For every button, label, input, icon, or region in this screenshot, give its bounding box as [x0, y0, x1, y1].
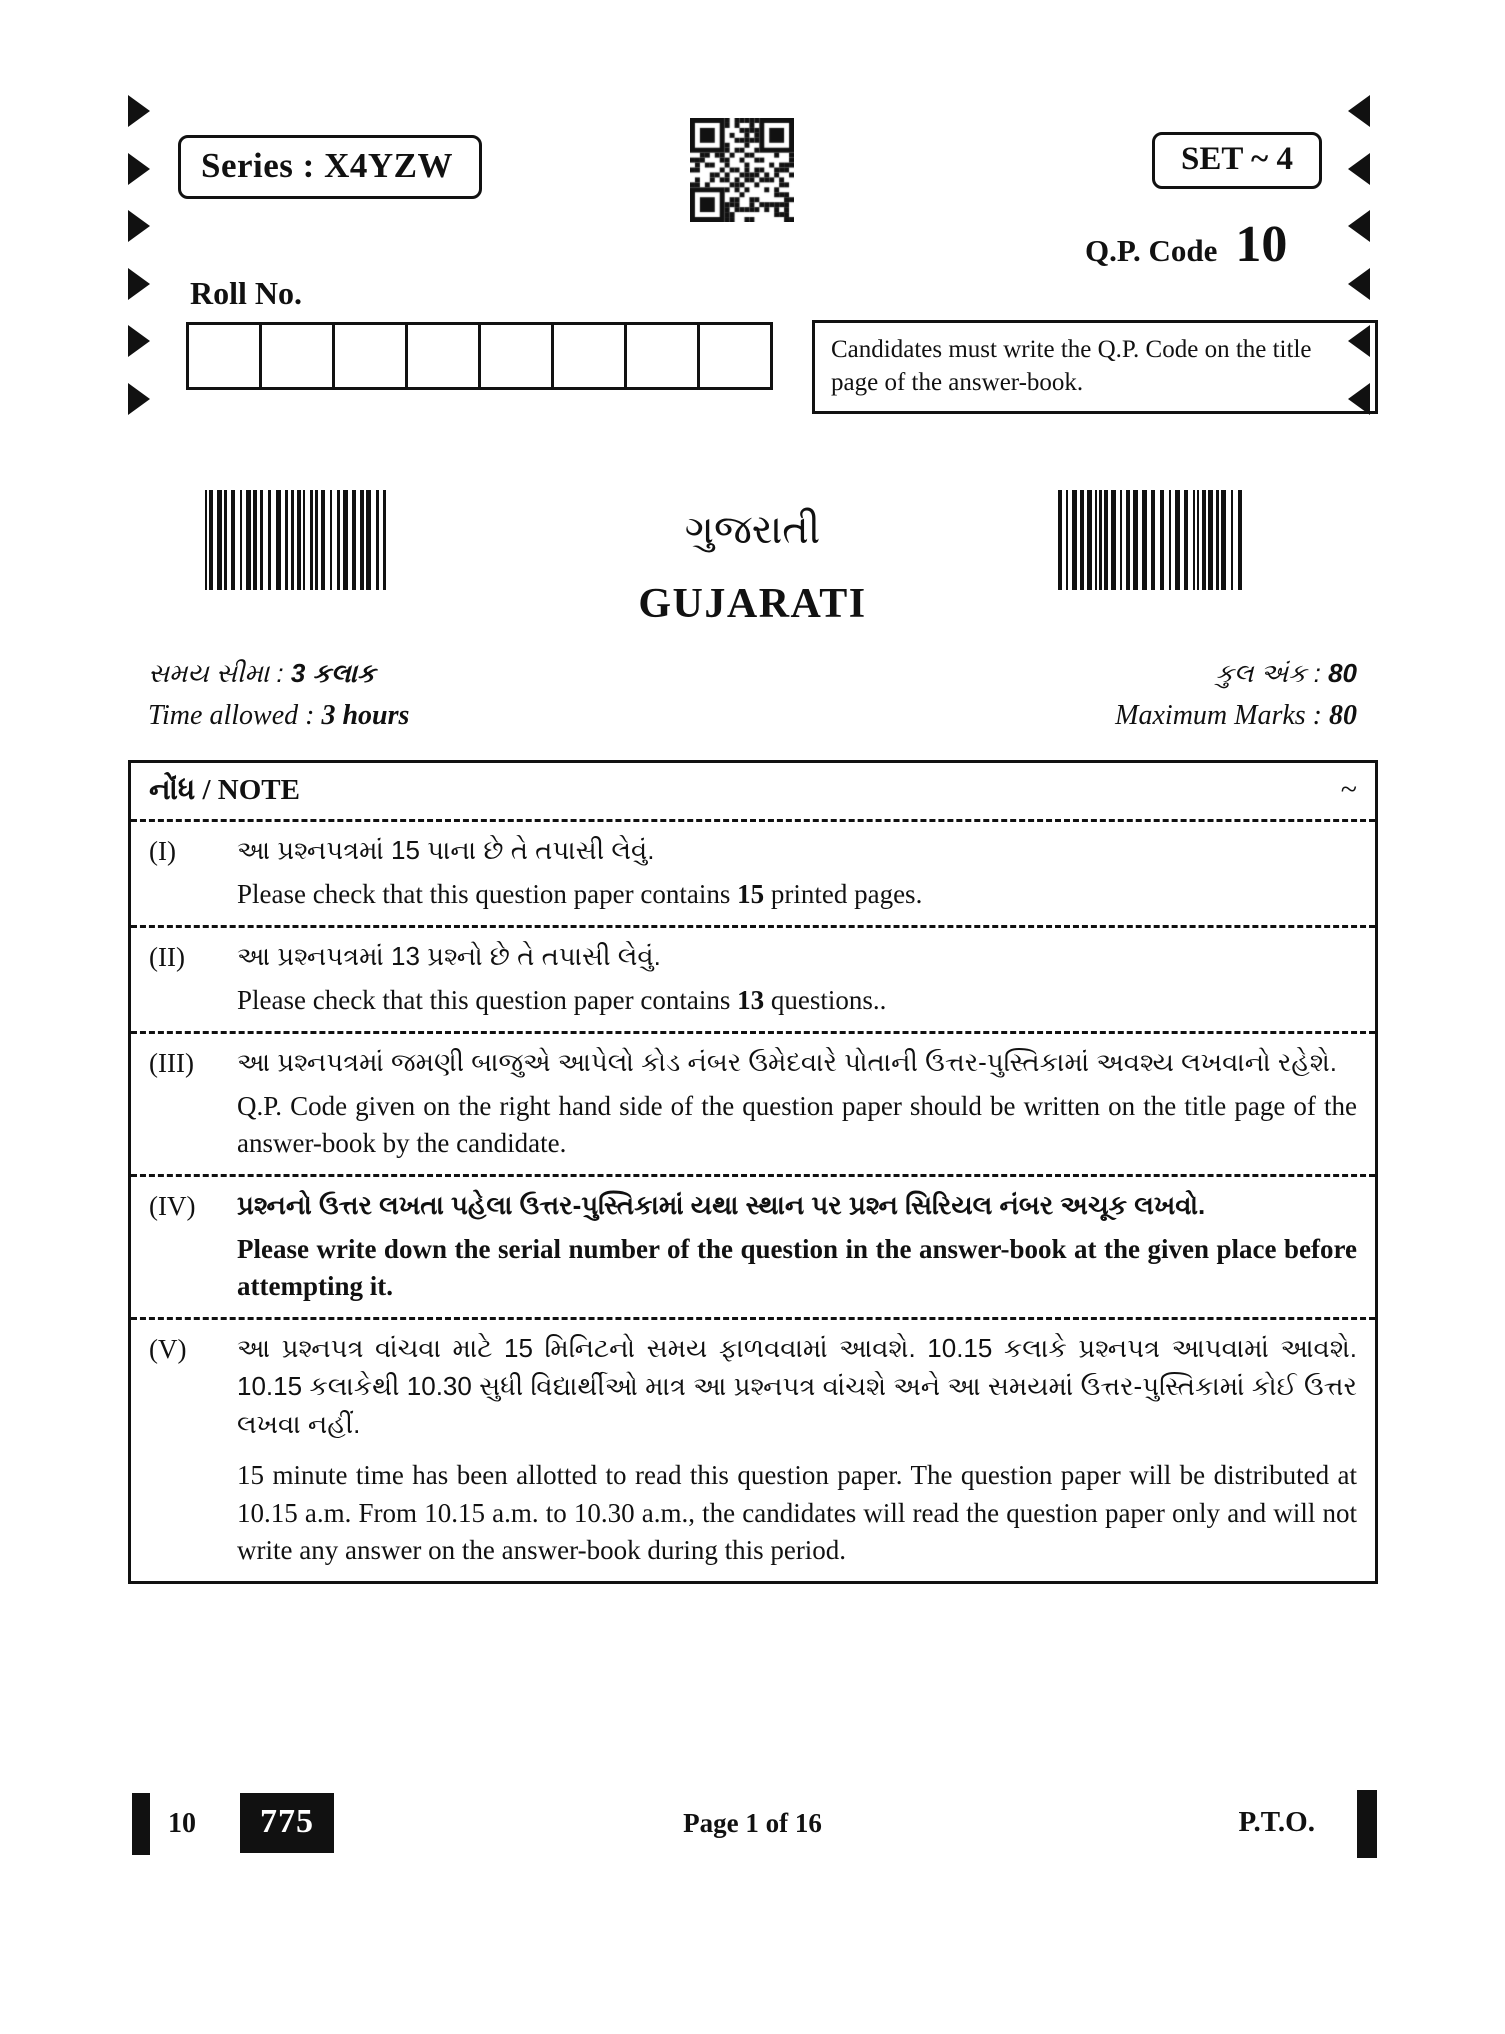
note-item-number: (IV) — [149, 1191, 196, 1222]
arrow-icon — [1348, 153, 1370, 185]
note-item-gujarati: પ્રશ્નનો ઉત્તર લખતા પહેલા ઉત્તર-પુસ્તિકામાં યથા સ્થાન પર પ્રશ્ન સિરિયલ નંબર અચૂક લખવો. — [237, 1190, 1206, 1221]
note-heading-row — [131, 763, 1375, 822]
max-marks-english-value: 80 — [1329, 700, 1357, 731]
footer-pto: P.T.O. — [1238, 1806, 1315, 1838]
series-box: Series : X4YZW — [178, 135, 482, 199]
footer-page-indicator: Page 1 of 16 — [683, 1808, 822, 1838]
note-item — [131, 822, 1375, 928]
left-arrow-strip — [128, 95, 154, 415]
max-marks-gujarati-label: કુલ અંક : — [1215, 658, 1329, 688]
subject-title-english: GUJARATI — [638, 581, 867, 627]
set-box: SET ~ 4 — [1152, 132, 1322, 189]
footer-paper-number: 775 — [240, 1793, 334, 1853]
arrow-icon — [128, 95, 150, 127]
note-item-body — [237, 832, 1357, 913]
roll-no-cell[interactable] — [554, 325, 627, 387]
note-item — [131, 1177, 1375, 1320]
note-item-body — [237, 1330, 1357, 1569]
max-marks-english — [1115, 700, 1357, 732]
note-item-english-pre: Please check that this question paper contains — [237, 984, 738, 1015]
note-box — [128, 760, 1378, 1584]
note-item-english: Please write down the serial number of the question in the answer-book at the given place before attempting it. — [237, 1233, 1357, 1301]
note-item-number: (I) — [149, 836, 176, 866]
roll-no-grid[interactable] — [186, 322, 773, 390]
qp-code-value: 10 — [1235, 216, 1288, 273]
roll-no-label: Roll No. — [190, 275, 302, 311]
time-allowed-gujarati-value: 3 કલાક — [290, 658, 376, 688]
roll-no-cell[interactable] — [408, 325, 481, 387]
note-item-english — [237, 982, 1357, 1019]
arrow-icon — [128, 325, 150, 357]
roll-no-cell[interactable] — [262, 325, 335, 387]
qp-code-label: Q.P. Code — [1085, 233, 1218, 268]
max-marks-gujarati — [1215, 658, 1357, 690]
note-item-number: (V) — [149, 1334, 187, 1365]
roll-no-cell[interactable] — [627, 325, 700, 387]
qp-code — [1085, 216, 1288, 273]
candidates-note: Candidates must write the Q.P. Code on the title page of the answer-book. — [812, 320, 1378, 414]
note-item-number: (II) — [149, 941, 185, 972]
roll-no-cell[interactable] — [335, 325, 408, 387]
arrow-icon — [128, 383, 150, 415]
subject-title-gujarati: ગુજરાતી — [684, 508, 821, 552]
max-marks-gujarati-value: 80 — [1328, 658, 1357, 688]
note-item-gujarati: આ પ્રશ્નપત્રમાં 15 પાના છે તે તપાસી લેવું. — [237, 835, 655, 865]
time-allowed-english-label: Time allowed : — [148, 700, 322, 731]
note-item-english-bold: 13 — [737, 984, 765, 1015]
note-item — [131, 1320, 1375, 1581]
qr-code — [690, 118, 794, 222]
note-item-gujarati: આ પ્રશ્નપત્રમાં 13 પ્રશ્નો છે તે તપાસી લેવું. — [237, 940, 661, 971]
arrow-icon — [1348, 268, 1370, 300]
max-marks-english-label: Maximum Marks : — [1115, 700, 1329, 731]
time-allowed-english — [148, 700, 409, 732]
time-allowed-english-value: 3 hours — [321, 700, 410, 731]
note-item-english-post: questions.. — [764, 984, 887, 1015]
roll-no-cell[interactable] — [700, 325, 770, 387]
note-item-english-pre: Please check that this question paper contains — [237, 878, 738, 909]
time-allowed-gujarati-label: સમય સીમા : — [148, 658, 291, 688]
roll-no-cell[interactable] — [481, 325, 554, 387]
note-item-body — [237, 938, 1357, 1019]
footer-right-bar — [1357, 1790, 1377, 1858]
note-item-english-post: printed pages. — [764, 878, 923, 909]
arrow-icon — [1348, 95, 1370, 127]
note-heading: નોંધ / NOTE — [149, 773, 300, 806]
note-item-english-bold: 15 — [737, 878, 765, 909]
roll-no-cell[interactable] — [189, 325, 262, 387]
note-item-english: Q.P. Code given on the right hand side of the question paper should be written on the title page of the answer-book by the candidate. — [237, 1090, 1357, 1158]
note-item-gujarati: આ પ્રશ્નપત્રમાં જમણી બાજુએ આપેલો કોડ નંબર ઉમેદવારે પોતાની ઉત્તર-પુસ્તિકામાં અવશ્ય લખવાનો રહેશે. — [237, 1046, 1338, 1077]
note-item-body — [237, 1044, 1357, 1162]
arrow-icon — [128, 268, 150, 300]
note-item-number: (III) — [149, 1047, 194, 1078]
time-allowed-gujarati — [148, 658, 375, 690]
note-item-english: 15 minute time has been allotted to read this question paper. The question paper will be distributed at 10.15 a.m. From 10.15 a.m. to 10.30 a.m., the candidates will read the question paper only and will not write any answer on the answer-book during this period. — [237, 1460, 1357, 1565]
arrow-icon — [1348, 210, 1370, 242]
arrow-icon — [128, 210, 150, 242]
note-item — [131, 1034, 1375, 1177]
note-item — [131, 928, 1375, 1034]
arrow-icon — [128, 153, 150, 185]
note-item-english — [237, 876, 1357, 913]
note-tilde: ~ — [1340, 773, 1357, 806]
note-item-body — [237, 1187, 1357, 1305]
note-item-gujarati: આ પ્રશ્નપત્ર વાંચવા માટે 15 મિનિટનો સમય ફાળવવામાં આવશે. 10.15 કલાકે પ્રશ્નપત્ર આપવામાં આવશે. 10.15 કલાકેથી 10.30 સુધી વિદ્યાર્થીઓ માત્ર આ પ્રશ્નપત્ર વાંચશે અને આ સમયમાં ઉત્તર-પુસ્તિકામાં કોઈ ઉત્તર લખવા નહીં. — [237, 1333, 1357, 1439]
footer-code: 10 — [168, 1808, 196, 1839]
